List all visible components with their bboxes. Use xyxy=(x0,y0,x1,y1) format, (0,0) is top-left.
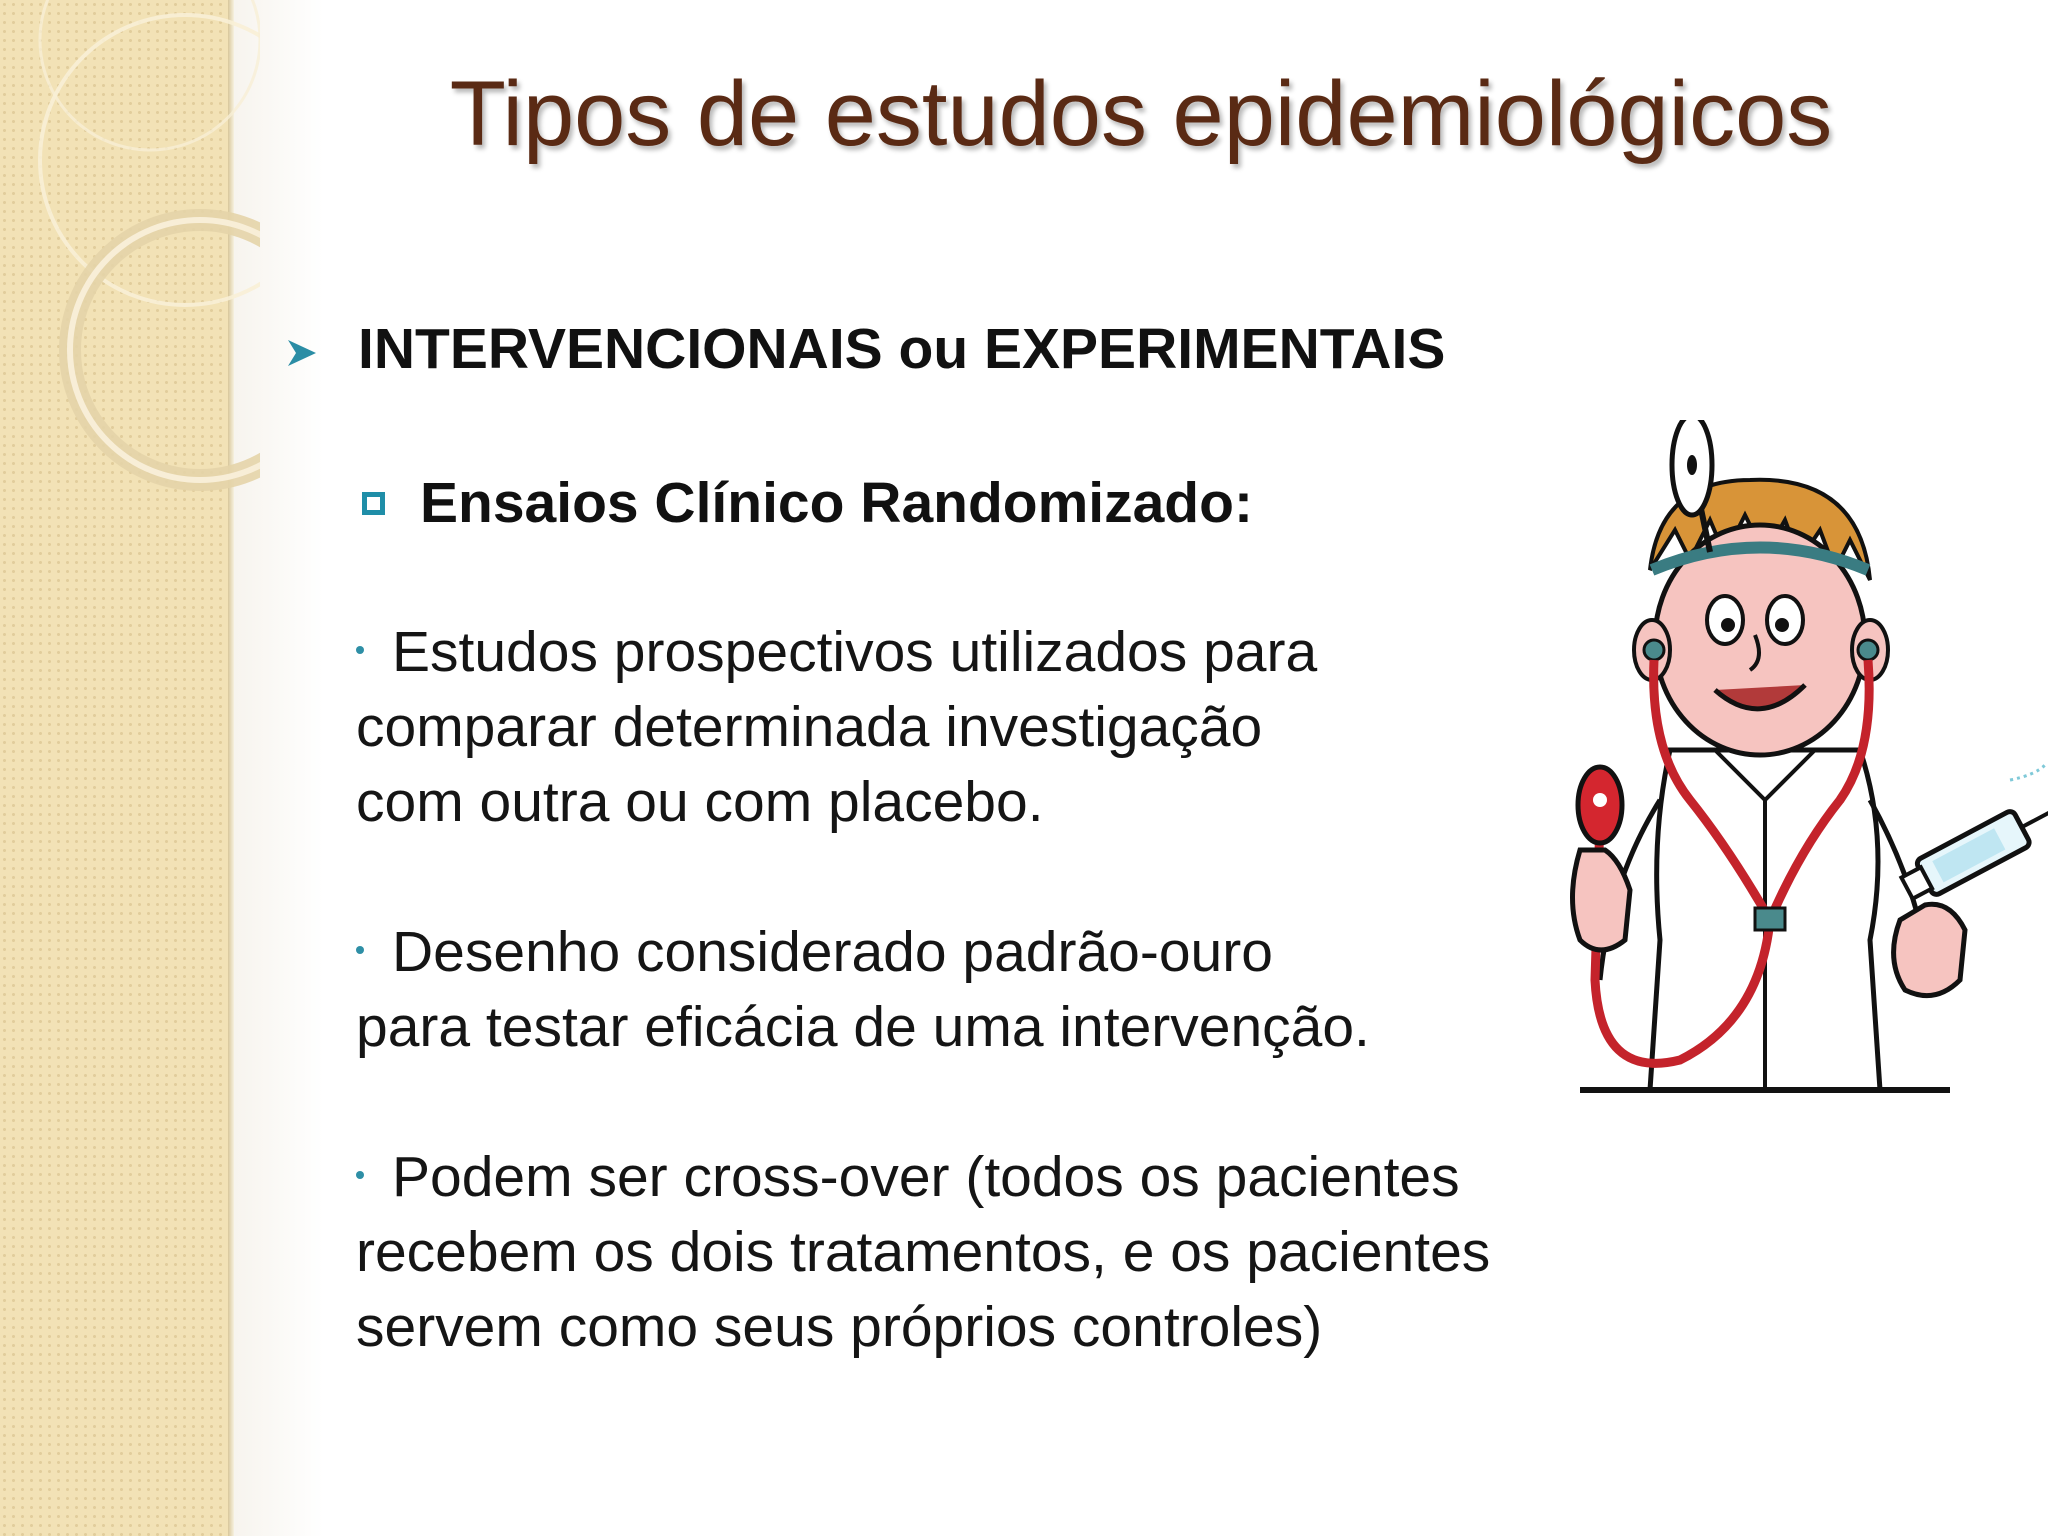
doctor-clipart xyxy=(1540,420,2048,1120)
bullet-line: comparar determinada investigação xyxy=(356,695,1263,759)
bullet-dot-icon xyxy=(356,646,364,654)
decorative-rings xyxy=(0,0,260,520)
bullet-dot-icon xyxy=(356,946,364,954)
slide-title: Tipos de estudos epidemiológicos xyxy=(449,63,1833,165)
level2-text: Ensaios Clínico Randomizado: xyxy=(420,471,1253,535)
level1-text: INTERVENCIONAIS ou EXPERIMENTAIS xyxy=(358,317,1446,381)
bullet-item xyxy=(356,1140,1490,1365)
bullet-item xyxy=(356,915,1370,1065)
bullet-text: Estudos prospectivos utilizados para xyxy=(392,620,1318,684)
bullet-text: Podem ser cross-over (todos os pacientes xyxy=(392,1145,1460,1209)
bullet-line: para testar eficácia de uma intervenção. xyxy=(356,995,1370,1059)
bullet-line: recebem os dois tratamentos, e os pacientes xyxy=(356,1220,1491,1284)
bullet-line xyxy=(356,915,1370,990)
bullet-text: Desenho considerado padrão-ouro xyxy=(392,920,1273,984)
bullet-line: com outra ou com placebo. xyxy=(356,770,1044,834)
square-bullet-icon xyxy=(362,492,385,515)
arrow-bullet-icon xyxy=(286,338,318,368)
bullet-dot-icon xyxy=(356,1171,364,1179)
bullet-line xyxy=(356,1140,1490,1215)
bullet-line xyxy=(356,615,1317,690)
bullet-item xyxy=(356,615,1317,840)
bullet-line: servem como seus próprios controles) xyxy=(356,1295,1323,1359)
